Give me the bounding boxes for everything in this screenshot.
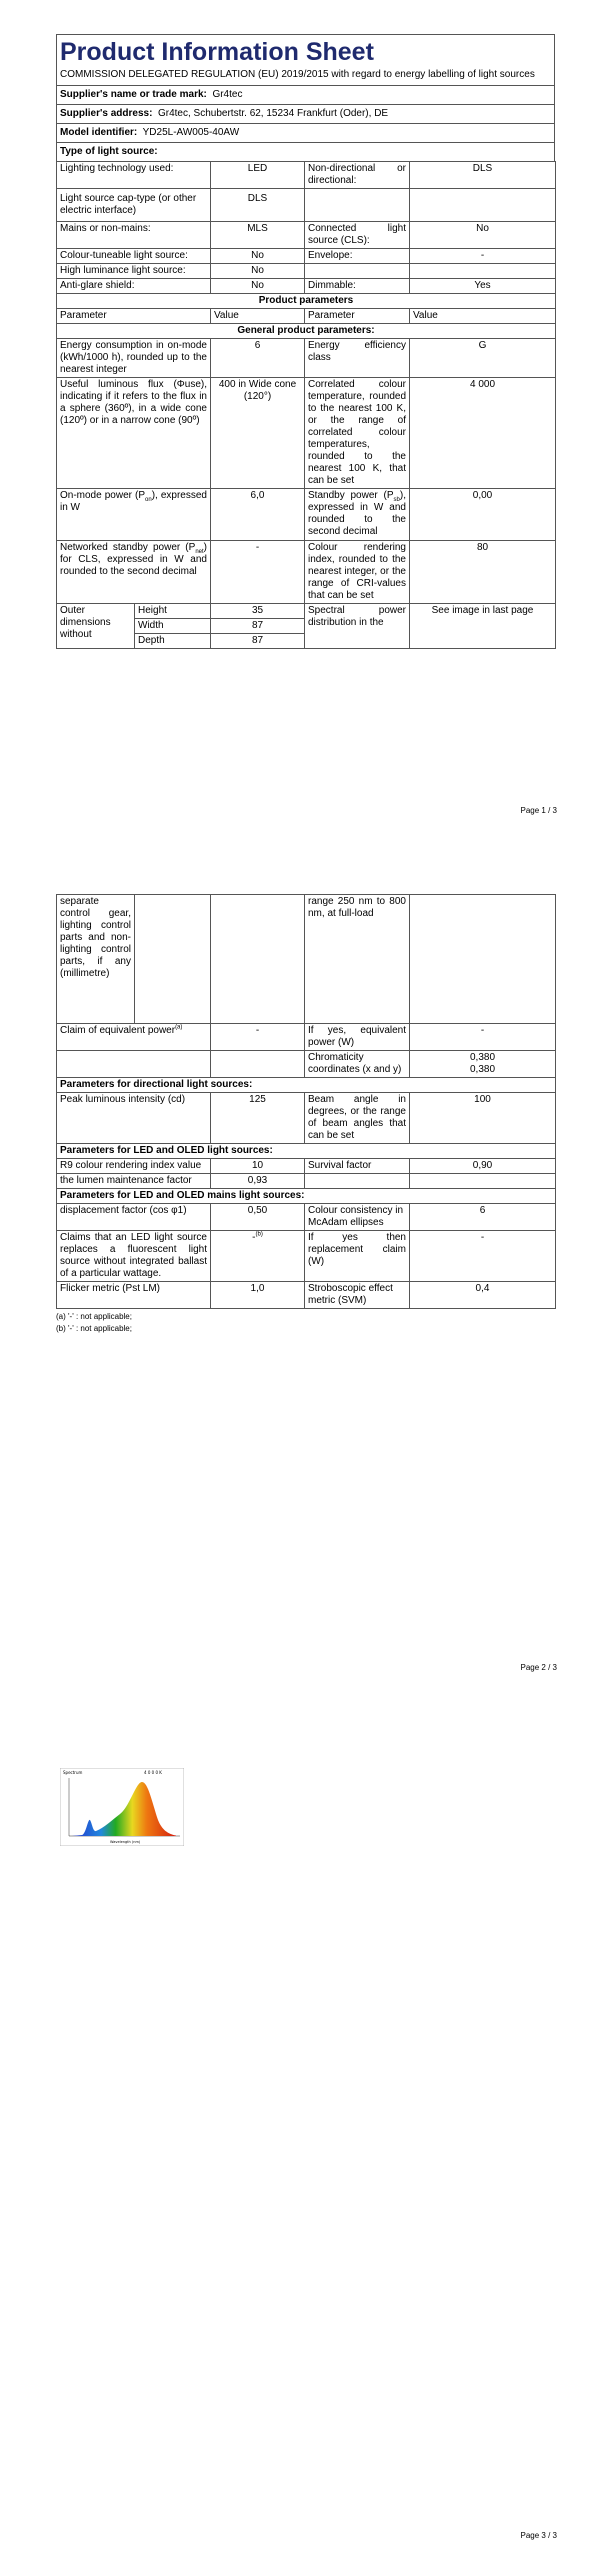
networked-standby-label [57,541,211,604]
cls-value: No [410,222,556,249]
chromaticity-x: 0,380 [469,1052,496,1063]
chart-x-label: Wavelength (nm) [110,1840,141,1844]
empty-cell [410,264,556,279]
regulation-text: COMMISSION DELEGATED REGULATION (EU) 2019/2015 with regard to energy labelling of light sources [60,69,535,80]
header-cell [57,35,555,86]
claim-equivalent-value: - [211,1024,305,1051]
luminous-flux-label: Useful luminous flux (Φuse), indicating if it refers to the flux in a sphere (360º), in a wide cone (120º) or in a narrow cone (90º) [57,378,211,489]
efficiency-class-value: G [410,339,556,378]
page-number: Page 2 / 3 [520,1663,557,1672]
lumen-maintenance-label: the lumen maintenance factor [57,1174,211,1189]
light-source-heading: Type of light source: [57,143,555,162]
page-title: Product Information Sheet [60,38,374,66]
page-2 [0,886,603,1686]
directional-heading: Parameters for directional light sources: [57,1078,556,1093]
page-3 [0,1736,603,2560]
model-label: Model identifier: [60,127,138,138]
chart-title: Spectrum [63,1770,83,1775]
cri-value: 80 [410,541,556,604]
empty-cell [211,895,305,1024]
cri-label: Colour rendering index, rounded to the nearest integer, or the range of CRI-values that can be set [305,541,410,604]
empty-cell [57,1051,211,1078]
page-number: Page 1 / 3 [520,806,557,815]
mains-label: Mains or non-mains: [57,222,211,249]
mains-value: MLS [211,222,305,249]
col-value-1: Value [211,309,305,324]
lumen-maintenance-value: 0,93 [211,1174,305,1189]
model-value: YD25L-AW005-40AW [142,127,240,138]
parameters-table-p2 [56,1023,556,1309]
supplier-name-row [57,86,555,105]
energy-label: Energy consumption in on-mode (kWh/1000 h), rounded up to the nearest integer [57,339,211,378]
supplier-address-value: Gr4tec, Schubertstr. 62, 15234 Frankfurt (Oder), DE [157,108,389,119]
onmode-label-pre: On-mode power (P [60,490,146,501]
standby-power-value: 0,00 [410,489,556,541]
empty-cell [410,895,556,1024]
directional-value: DLS [410,162,556,189]
empty-cell [211,1051,305,1078]
onmode-label-sub: on [145,497,152,503]
beam-angle-label: Beam angle in degrees, or the range of beam angles that can be set [305,1093,410,1144]
chromaticity-value [410,1051,556,1078]
spd-value: See image in last page [410,604,556,649]
displacement-value: 0,50 [211,1204,305,1231]
empty-cell [305,264,410,279]
supplier-name-value: Gr4tec [212,89,243,100]
col-parameter-2: Parameter [305,309,410,324]
footnote-b: (b) '-' : not applicable; [56,1324,132,1333]
standby-label-sub: sb [393,497,400,503]
beam-angle-value: 100 [410,1093,556,1144]
footnote-a: (a) '-' : not applicable; [56,1312,132,1321]
fluorescent-claim-value [211,1231,305,1282]
colour-consistency-value: 6 [410,1204,556,1231]
model-row [57,124,555,143]
cct-label: Correlated colour temperature, rounded to the nearest 100 K, or the range of correlated colour temperatures, rounded to the nearest 100 K, that can be set [305,378,410,489]
networked-standby-value: - [211,541,305,604]
depth-value: 87 [211,634,305,649]
equivalent-power-label: If yes, equivalent power (W) [305,1024,410,1051]
tuneable-value: No [211,249,305,264]
standby-power-label [305,489,410,541]
flicker-label: Flicker metric (Pst LM) [57,1282,211,1309]
spectrum-chart [60,1768,184,1846]
product-info-sheet-continued [56,894,555,1335]
luminous-flux-value: 400 in Wide cone (120°) [211,378,305,489]
energy-value: 6 [211,339,305,378]
dimensions-table-p1 [56,603,556,649]
directional-label: Non-directional or directional: [305,162,410,189]
flicker-value: 1,0 [211,1282,305,1309]
displacement-label: displacement factor (cos φ1) [57,1204,211,1231]
tuneable-label: Colour-tuneable light source: [57,249,211,264]
networked-label-pre: Networked standby power (P [60,542,196,553]
equivalent-power-value: - [410,1024,556,1051]
networked-label-sub: net [195,549,204,555]
chromaticity-label: Chromaticity coordinates (x and y) [305,1051,410,1078]
supplier-name-label: Supplier's name or trade mark: [60,89,207,100]
general-parameters-heading: General product parameters: [57,324,556,339]
led-mains-heading: Parameters for LED and OLED mains light sources: [57,1189,556,1204]
replacement-claim-label: If yes then replacement claim (W) [305,1231,410,1282]
dimmable-value: Yes [410,279,556,294]
spd-label: Spectral power distribution in the [305,604,410,649]
svm-label: Stroboscopic effect metric (SVM) [305,1282,410,1309]
cap-value: DLS [211,189,305,222]
header-table [56,34,555,162]
claim-sup: (a) [175,1024,183,1031]
cls-label: Connected light source (CLS): [305,222,410,249]
lighting-tech-label: Lighting technology used: [57,162,211,189]
cap-label: Light source cap-type (or other electric interface) [57,189,211,222]
onmode-power-value: 6,0 [211,489,305,541]
high-luminance-label: High luminance light source: [57,264,211,279]
standby-label-pre: Standby power (P [308,490,394,501]
empty-cell [305,189,410,222]
antiglare-label: Anti-glare shield: [57,279,211,294]
empty-cell [305,1174,410,1189]
high-luminance-value: No [211,264,305,279]
light-source-table [56,161,556,604]
empty-cell [135,895,211,1024]
page-number: Page 3 / 3 [520,2531,557,2540]
outer-dimensions-label-cont: separate control gear, lighting control parts and non-lighting control parts, if any (millimetre) [57,895,135,1024]
svm-value: 0,4 [410,1282,556,1309]
fluorescent-claim-label: Claims that an LED light source replaces a fluorescent light source without integrated ballast of a particular wattage. [57,1231,211,1282]
dimmable-label: Dimmable: [305,279,410,294]
width-value: 87 [211,619,305,634]
spectrum-image [60,1768,184,1846]
height-label: Height [135,604,211,619]
chart-legend: 4 0 0 0 K [144,1770,162,1775]
empty-cell [410,1174,556,1189]
r9-label: R9 colour rendering index value [57,1159,211,1174]
r9-value: 10 [211,1159,305,1174]
claim-equivalent-label [57,1024,211,1051]
colour-consistency-label: Colour consistency in McAdam ellipses [305,1204,410,1231]
spd-label-cont: range 250 nm to 800 nm, at full-load [305,895,410,1024]
lighting-tech-value: LED [211,162,305,189]
replacement-claim-value: - [410,1231,556,1282]
survival-label: Survival factor [305,1159,410,1174]
depth-label: Depth [135,634,211,649]
led-heading: Parameters for LED and OLED light sources: [57,1144,556,1159]
cct-value: 4 000 [410,378,556,489]
peak-intensity-label: Peak luminous intensity (cd) [57,1093,211,1144]
dimensions-table-p2 [56,894,556,1024]
networked-label-post: ) for CLS, expressed in W and rounded to the second decimal [60,542,207,577]
survival-value: 0,90 [410,1159,556,1174]
height-value: 35 [211,604,305,619]
standby-label-post: ), expressed in W and rounded to the second decimal [308,490,406,537]
claim-label-text: Claim of equivalent power [60,1025,176,1036]
onmode-power-label [57,489,211,541]
claims-sup: (b) [255,1231,263,1238]
onmode-label-post: ), expressed in W [60,490,207,513]
col-value-2: Value [410,309,556,324]
claims-value-text: - [252,1232,256,1243]
page-1 [0,0,603,820]
antiglare-value: No [211,279,305,294]
supplier-address-row [57,105,555,124]
envelope-label: Envelope: [305,249,410,264]
chromaticity-y: 0,380 [469,1064,496,1075]
peak-intensity-value: 125 [211,1093,305,1144]
outer-dimensions-label: Outer dimensions without [57,604,135,649]
supplier-address-label: Supplier's address: [60,108,153,119]
envelope-value: - [410,249,556,264]
product-parameters-heading: Product parameters [57,294,556,309]
efficiency-class-label: Energy efficiency class [305,339,410,378]
empty-cell [410,189,556,222]
product-info-sheet [56,34,555,649]
width-label: Width [135,619,211,634]
col-parameter-1: Parameter [57,309,211,324]
